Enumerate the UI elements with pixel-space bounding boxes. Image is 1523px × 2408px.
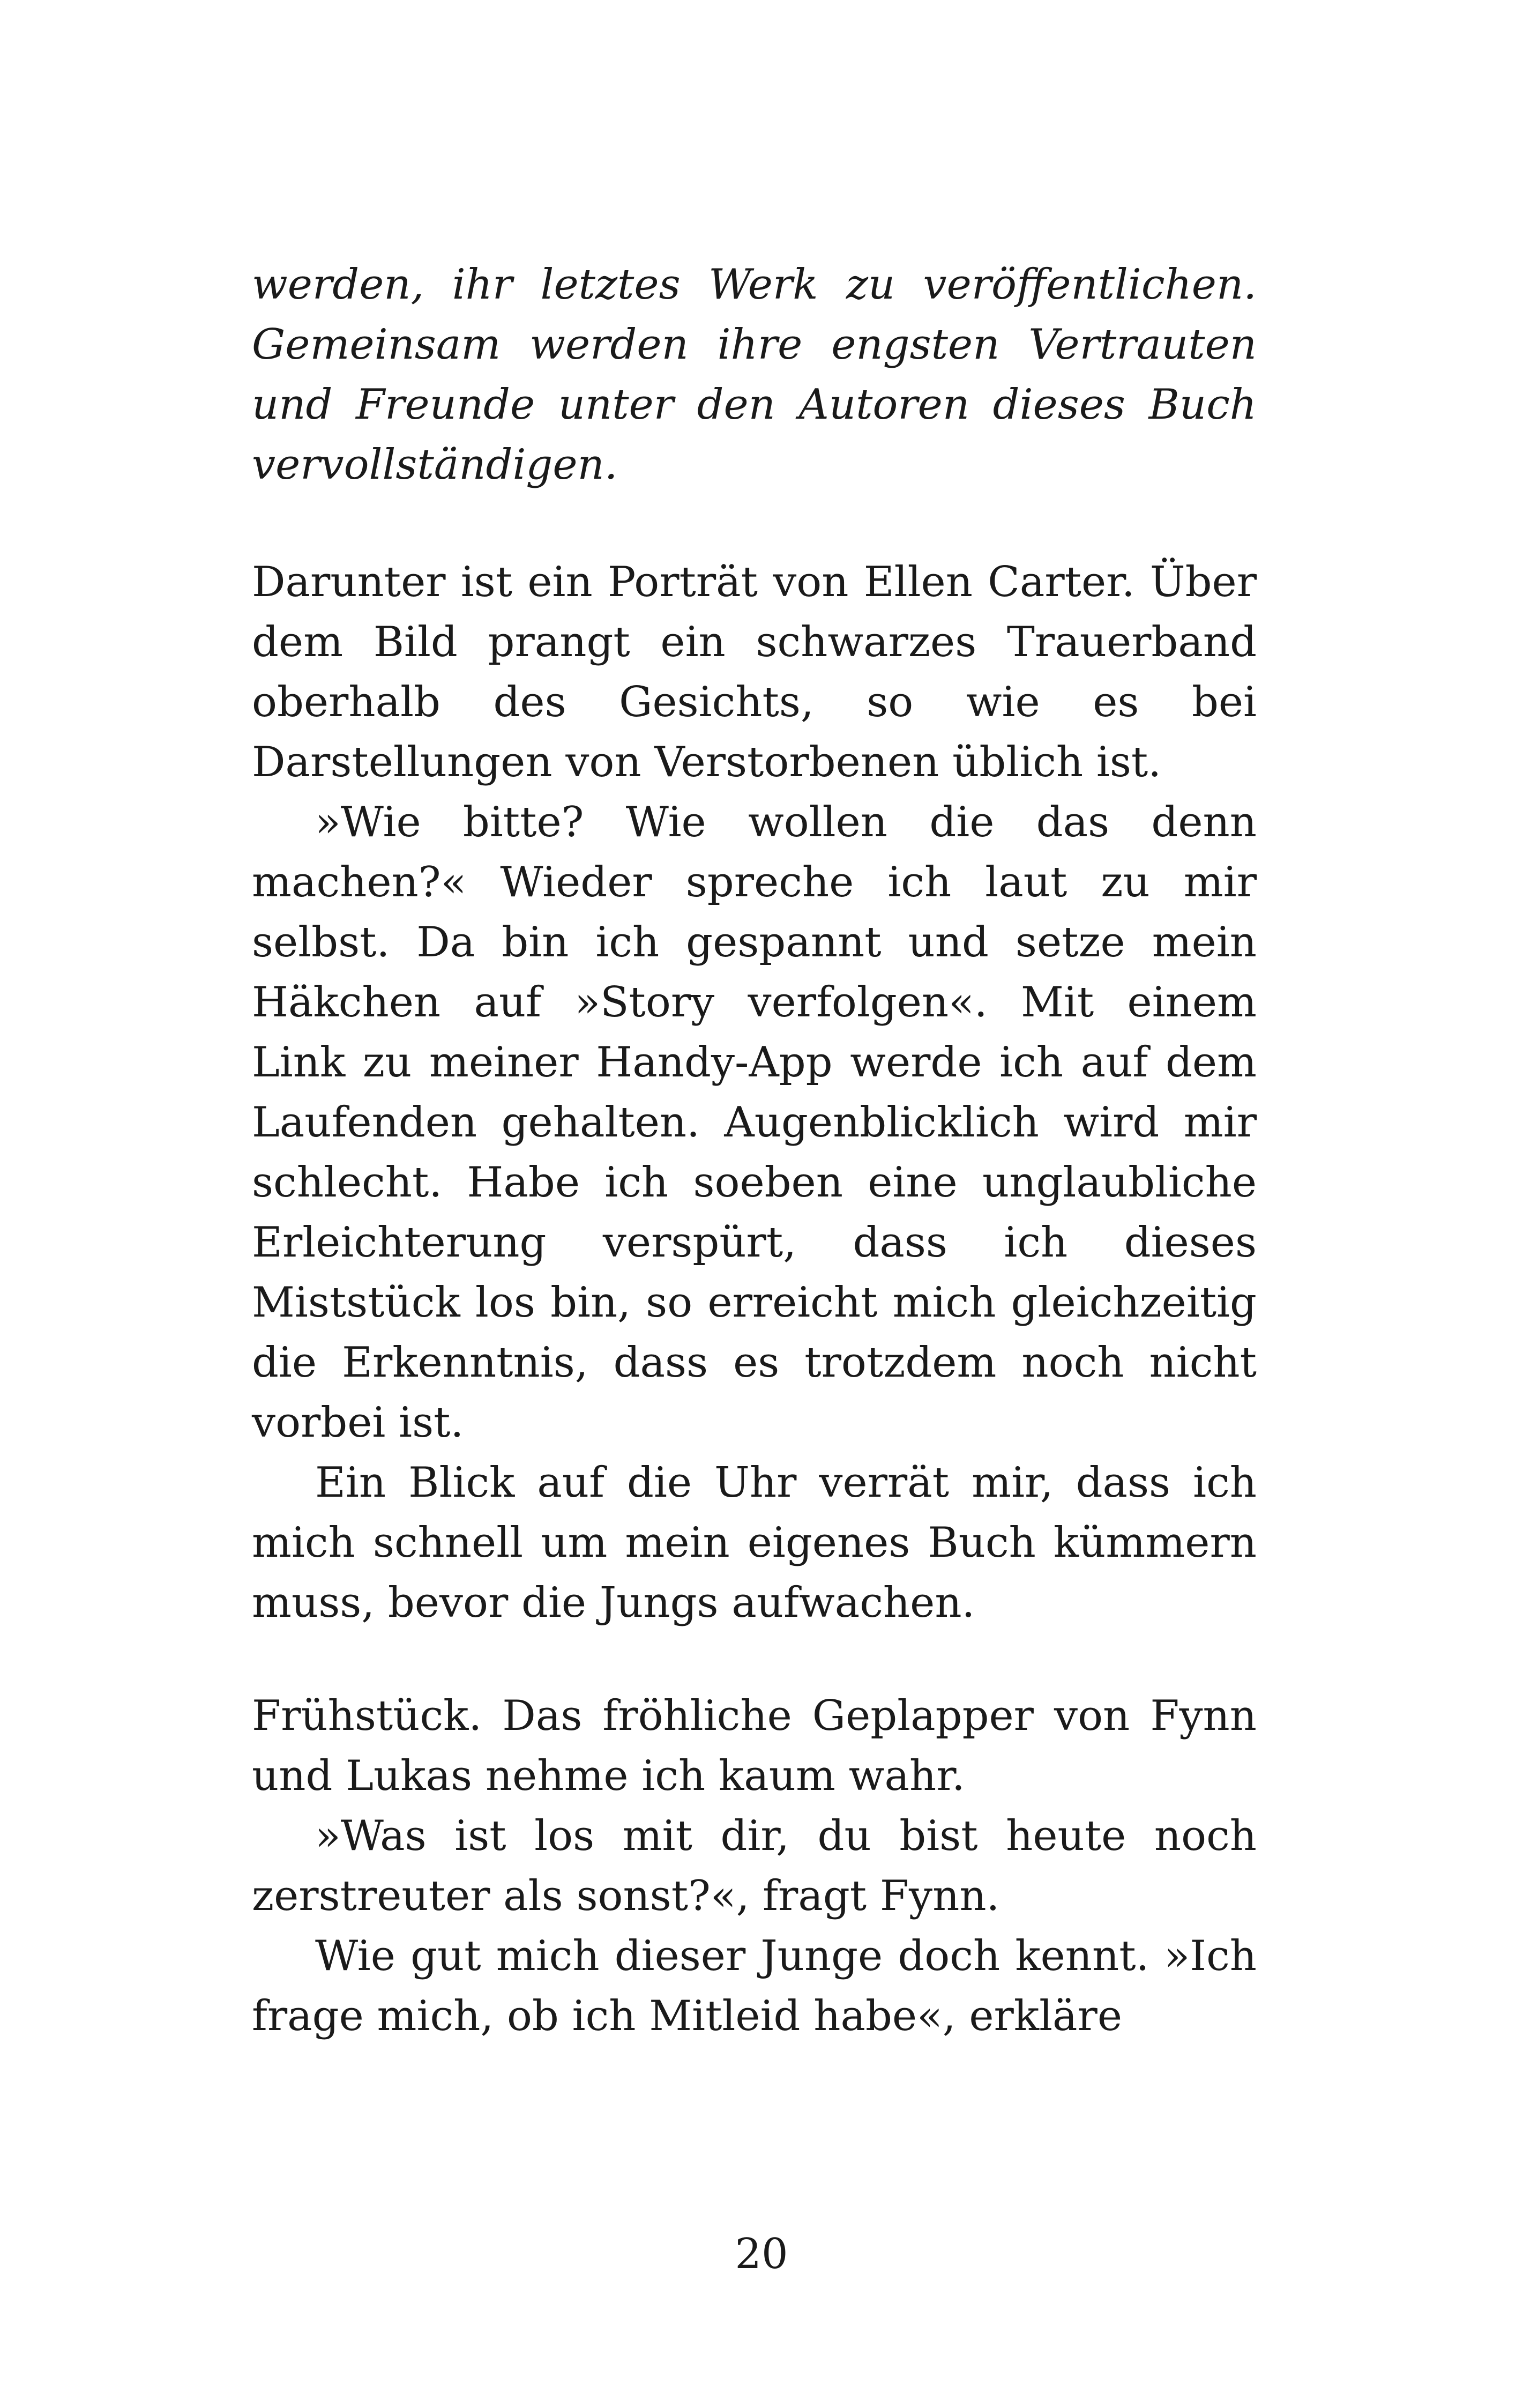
page-number: 20 xyxy=(735,2230,788,2278)
section-1 xyxy=(252,552,1257,1633)
paragraph: »Wie bitte? Wie wollen die das denn machen?« Wieder spreche ich laut zu mir selbst. Da bin ich gespannt und setze mein Häkchen auf »Story verfolgen«. Mit einem Link zu meiner Handy-App werde ich auf dem Laufenden gehalten. Augenblicklich wird mir schlecht. Habe ich soeben eine unglaubliche Erleichterung verspürt, dass ich dieses Miststück los bin, so erreicht mich gleichzeitig die Erkenntnis, dass es trotzdem noch nicht vorbei ist. xyxy=(252,798,1257,1447)
paragraph: »Was ist los mit dir, du bist heute noch zerstreuter als sonst?«, fragt Fynn. xyxy=(252,1812,1257,1920)
intro-paragraph: werden, ihr letztes Werk zu veröffentlichen. Gemeinsam werden ihre engsten Vertrauten und Freunde unter den Autoren dieses Buch vervollständigen. xyxy=(252,261,1257,489)
intro-section xyxy=(252,255,1257,495)
section-2 xyxy=(252,1686,1257,2046)
paragraph: Ein Blick auf die Uhr verrät mir, dass ich mich schnell um mein eigenes Buch kümmern muss, bevor die Jungs aufwachen. xyxy=(252,1459,1257,1627)
paragraph: Wie gut mich dieser Junge doch kennt. »Ich frage mich, ob ich Mitleid habe«, erkläre xyxy=(252,1932,1257,2040)
paragraph: Frühstück. Das fröhliche Geplapper von Fynn und Lukas nehme ich kaum wahr. xyxy=(252,1692,1257,1800)
paragraph: Darunter ist ein Porträt von Ellen Carter. Über dem Bild prangt ein schwarzes Trauerband oberhalb des Gesichts, so wie es bei Darstellungen von Verstorbenen üblich ist. xyxy=(252,558,1257,786)
